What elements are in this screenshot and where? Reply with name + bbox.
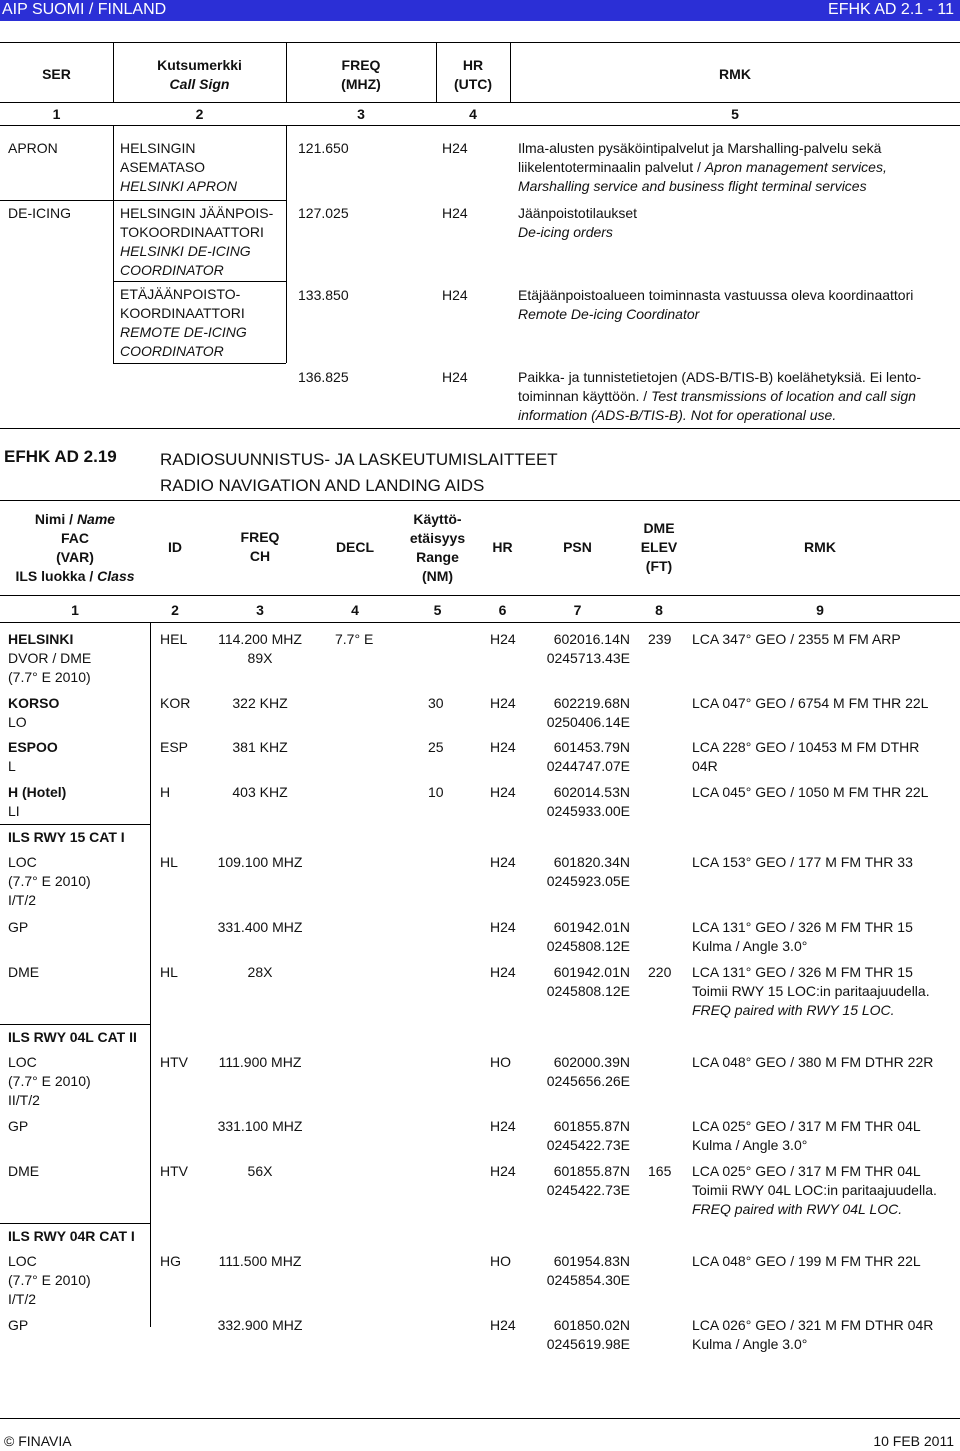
col-header-freq	[205, 528, 315, 566]
rmk-cell: LCA 026° GEO / 321 M FM DTHR 04R	[692, 1317, 934, 1333]
hr-cell: H24	[490, 631, 516, 647]
id-cell: HL	[160, 964, 178, 980]
psn-cell: 601942.01N	[553, 919, 630, 935]
name-sub: (7.7° E 2010)	[8, 1073, 91, 1089]
range-cell: 30	[428, 695, 444, 711]
rmk-cell: LCA 347° GEO / 2355 M FM ARP	[692, 631, 901, 647]
rmk-text-en: Test transmissions of location and call sign information (ADS-B/TIS-B). Not for operational use.	[518, 388, 916, 423]
freq-cell: 114.200 MHZ	[218, 631, 302, 647]
col-header-id: ID	[168, 539, 182, 555]
name-sub: LI	[8, 803, 20, 819]
psn-cell: 601453.79N	[553, 739, 630, 755]
name-header: Nimi /	[34, 511, 77, 527]
var-header: (VAR)	[56, 549, 94, 565]
group-label: ILS RWY 15 CAT I	[8, 829, 125, 845]
hr-cell: H24	[490, 1163, 516, 1179]
name-cell: LOC	[8, 1253, 37, 1269]
divider	[0, 1024, 150, 1025]
rmk-cell	[518, 204, 958, 242]
col-number: 3	[357, 106, 365, 122]
psn-cell: 0250406.14E	[546, 714, 630, 730]
callsign-line: HELSINGIN	[120, 140, 196, 156]
footer-left: © FINAVIA	[4, 1433, 72, 1449]
callsign-cell	[120, 139, 280, 196]
freq-cell: 121.650	[298, 140, 349, 156]
psn-cell: 0245619.98E	[546, 1336, 630, 1352]
freq-cell: 111.500 MHZ	[218, 1253, 302, 1269]
col-header-elev	[628, 519, 690, 576]
psn-cell: 0244747.07E	[546, 758, 630, 774]
rmk-cell: LCA 228° GEO / 10453 M FM DTHR	[692, 739, 920, 755]
col-number: 2	[195, 106, 204, 122]
psn-cell: 0245923.05E	[546, 873, 630, 889]
id-cell: KOR	[160, 695, 191, 711]
col-header-hr: HR	[492, 539, 513, 555]
freq-cell: 28X	[247, 964, 273, 980]
col-number: 4	[351, 602, 359, 618]
ser-cell: APRON	[8, 140, 58, 156]
freq-cell: 111.900 MHZ	[218, 1054, 302, 1070]
elev-header: DME	[643, 520, 675, 536]
name-cell: KORSO	[8, 695, 60, 711]
col-header-rmk: RMK	[804, 539, 836, 555]
rmk-cell: LCA 131° GEO / 326 M FM THR 15	[692, 919, 913, 935]
freq-cell: 109.100 MHZ	[217, 854, 303, 870]
psn-cell: 0245808.12E	[546, 983, 630, 999]
psn-cell: 602016.14N	[553, 631, 630, 647]
col-number: 5	[731, 106, 739, 122]
hr-cell: H24	[490, 1317, 516, 1333]
hr-cell: H24	[490, 784, 516, 800]
header-left: AIP SUOMI / FINLAND	[2, 1, 167, 18]
col-header-decl: DECL	[335, 539, 375, 555]
elev-header: ELEV	[640, 539, 678, 555]
name-sub: (7.7° E 2010)	[8, 669, 91, 685]
col-header-callsign	[113, 56, 286, 94]
psn-cell: 602219.68N	[553, 695, 630, 711]
hr-cell: HO	[490, 1253, 511, 1269]
freq-cell: 133.850	[298, 287, 349, 303]
rmk-cell: LCA 153° GEO / 177 M FM THR 33	[692, 854, 913, 870]
col-header-ser: SER	[42, 66, 71, 82]
divider	[150, 622, 151, 1327]
col-number: 8	[655, 602, 663, 618]
name-cell: LOC	[8, 1054, 37, 1070]
rmk-cell	[518, 139, 958, 196]
section-id: EFHK AD 2.19	[4, 447, 117, 466]
psn-cell: 602014.53N	[553, 784, 630, 800]
divider	[0, 622, 960, 623]
psn-cell: 601820.34N	[553, 854, 630, 870]
freq-cell: 403 KHZ	[232, 784, 288, 800]
hr-cell: H24	[442, 369, 468, 385]
elev-cell: 165	[648, 1163, 672, 1179]
freq-cell: 136.825	[298, 369, 349, 385]
divider	[0, 200, 286, 201]
rmk-cell: 04R	[692, 758, 718, 774]
freq-cell: 332.900 MHZ	[217, 1317, 303, 1333]
name-cell: GP	[8, 919, 29, 935]
psn-cell: 0245808.12E	[546, 938, 630, 954]
freq-unit-label: (MHZ)	[341, 76, 381, 92]
hr-cell: H24	[490, 739, 516, 755]
name-cell: H (Hotel)	[8, 784, 67, 800]
freq-cell: 89X	[247, 650, 273, 666]
id-cell: HTV	[160, 1054, 188, 1070]
rmk-cell: Kulma / Angle 3.0°	[692, 1137, 808, 1153]
rmk-cell: LCA 048° GEO / 199 M FM THR 22L	[692, 1253, 921, 1269]
hr-cell: H24	[442, 205, 468, 221]
psn-cell: 601942.01N	[553, 964, 630, 980]
name-cell: ESPOO	[8, 739, 58, 755]
col-header-name	[0, 510, 150, 586]
hr-cell: H24	[490, 695, 516, 711]
rmk-text-en: De-icing orders	[518, 224, 613, 240]
id-cell: ESP	[160, 739, 189, 755]
psn-cell: 601855.87N	[553, 1118, 630, 1134]
divider	[0, 824, 150, 825]
callsign-cell	[120, 204, 280, 280]
section-title-fi: RADIOSUUNNISTUS- JA LASKEUTUMISLAITTEET	[160, 450, 558, 469]
divider	[0, 102, 960, 103]
name-cell: HELSINKI	[8, 631, 74, 647]
callsign-line: ASEMATASO	[120, 159, 206, 175]
col-number: 4	[469, 106, 477, 122]
divider	[113, 125, 114, 363]
divider	[0, 1418, 960, 1419]
divider	[113, 363, 286, 364]
psn-cell: 602000.39N	[553, 1054, 630, 1070]
col-header-range	[395, 510, 480, 586]
col-number: 2	[171, 602, 179, 618]
elev-cell: 220	[648, 964, 672, 980]
callsign-fi-label: Kutsumerkki	[157, 57, 242, 73]
freq-cell: 322 KHZ	[232, 695, 288, 711]
rmk-cell: Toimii RWY 15 LOC:in paritaajuudella.	[692, 983, 930, 999]
rmk-text: Jäänpoistotilaukset	[518, 205, 638, 221]
elev-unit-header: (FT)	[645, 558, 673, 574]
psn-cell: 601954.83N	[553, 1253, 630, 1269]
name-sub: I/T/2	[8, 1291, 37, 1307]
col-header-rmk: RMK	[719, 66, 751, 82]
rmk-text: Etäjäänpoistoalueen toiminnasta vastuussa oleva koordinaattori	[518, 287, 914, 303]
hr-cell: H24	[490, 1118, 516, 1134]
name-sub: DVOR / DME	[8, 650, 92, 666]
divider	[0, 1223, 150, 1224]
col-number: 9	[816, 602, 824, 618]
hr-cell: HO	[490, 1054, 511, 1070]
name-cell: GP	[8, 1118, 29, 1134]
footer-right: 10 FEB 2011	[873, 1433, 954, 1449]
rmk-text-en: Apron management services, Marshalling service and business flight terminal services	[518, 159, 887, 194]
freq-cell: 127.025	[298, 205, 349, 221]
hr-cell: H24	[490, 919, 516, 935]
divider	[0, 42, 960, 43]
psn-cell: 0245422.73E	[546, 1182, 630, 1198]
rmk-cell	[518, 286, 958, 324]
ch-header: CH	[249, 548, 271, 564]
group-label: ILS RWY 04L CAT II	[8, 1029, 137, 1045]
col-number: 6	[498, 602, 507, 618]
col-number: 3	[256, 602, 264, 618]
psn-cell: 0245854.30E	[546, 1272, 630, 1288]
name-cell: DME	[8, 1163, 40, 1179]
class-header-en: Class	[97, 568, 135, 584]
section-title-en: RADIO NAVIGATION AND LANDING AIDS	[160, 476, 485, 495]
rmk-cell-en: FREQ paired with RWY 15 LOC.	[692, 1002, 895, 1018]
range-cell: 25	[428, 739, 444, 755]
name-sub: LO	[8, 714, 27, 730]
divider	[0, 595, 960, 596]
hr-cell: H24	[490, 854, 516, 870]
rmk-cell-en: FREQ paired with RWY 04L LOC.	[692, 1201, 903, 1217]
psn-cell: 0245933.00E	[546, 803, 630, 819]
divider	[113, 281, 286, 282]
freq-label: FREQ	[341, 57, 381, 73]
psn-cell: 601855.87N	[553, 1163, 630, 1179]
rmk-text-en: Remote De-icing Coordinator	[518, 306, 700, 322]
callsign-line: ETÄJÄÄNPOISTO-	[120, 286, 241, 302]
id-cell: H	[160, 784, 171, 800]
section-title	[160, 447, 558, 499]
psn-cell: 0245422.73E	[546, 1137, 630, 1153]
range-header: etäisyys	[409, 530, 466, 546]
col-number: 7	[573, 602, 582, 618]
range-header: Käyttö-	[413, 511, 462, 527]
hr-cell: H24	[442, 140, 468, 156]
psn-cell: 0245713.43E	[546, 650, 630, 666]
name-sub: (7.7° E 2010)	[8, 1272, 91, 1288]
hr-unit-label: (UTC)	[453, 76, 493, 92]
divider	[0, 125, 960, 126]
rmk-cell: LCA 047° GEO / 6754 M FM THR 22L	[692, 695, 929, 711]
id-cell: HEL	[160, 631, 188, 647]
hr-cell: H24	[442, 287, 468, 303]
divider	[286, 125, 287, 363]
name-sub: I/T/2	[8, 892, 37, 908]
callsign-line: KOORDINAATTORI	[120, 305, 245, 321]
freq-header: FREQ	[240, 529, 280, 545]
callsign-en-label: Call Sign	[169, 76, 230, 92]
col-number: 1	[52, 106, 61, 122]
name-sub: L	[8, 758, 16, 774]
callsign-line: TOKOORDINAATTORI	[120, 224, 264, 240]
rmk-cell: LCA 048° GEO / 380 M FM DTHR 22R	[692, 1054, 934, 1070]
range-header-en: Range	[416, 549, 459, 565]
col-header-freq	[286, 56, 436, 94]
id-cell: HG	[160, 1253, 181, 1269]
rmk-cell: Toimii RWY 04L LOC:in paritaajuudella.	[692, 1182, 937, 1198]
callsign-en: HELSINKI DE-ICING COORDINATOR	[120, 243, 251, 278]
name-sub: (7.7° E 2010)	[8, 873, 91, 889]
elev-cell: 239	[648, 631, 672, 647]
freq-cell: 381 KHZ	[232, 739, 288, 755]
page-header	[0, 0, 960, 21]
name-sub: II/T/2	[8, 1092, 40, 1108]
rmk-cell: Kulma / Angle 3.0°	[692, 1336, 808, 1352]
psn-cell: 0245656.26E	[546, 1073, 630, 1089]
rmk-cell: LCA 045° GEO / 1050 M FM THR 22L	[692, 784, 929, 800]
class-header: ILS luokka /	[15, 568, 98, 584]
rmk-cell: LCA 025° GEO / 317 M FM THR 04L	[692, 1163, 921, 1179]
group-label: ILS RWY 04R CAT I	[8, 1228, 135, 1244]
name-header-en: Name	[76, 511, 116, 527]
col-number: 1	[71, 602, 79, 618]
hr-cell: H24	[490, 964, 516, 980]
rmk-text: Ilma-alusten pysäköintipalvelut ja Marshalling-palvelu sekä liikelentoterminaalin palvelut /	[518, 140, 882, 175]
hr-label: HR	[462, 57, 484, 73]
col-header-psn: PSN	[563, 539, 592, 555]
id-cell: HTV	[160, 1163, 188, 1179]
name-cell: GP	[8, 1317, 29, 1333]
callsign-en: REMOTE DE-ICING COORDINATOR	[120, 324, 247, 359]
id-cell: HL	[160, 854, 178, 870]
rmk-cell: LCA 025° GEO / 317 M FM THR 04L	[692, 1118, 921, 1134]
col-number: 5	[433, 602, 442, 618]
fac-header: FAC	[61, 530, 89, 546]
header-right: EFHK AD 2.1 - 11	[828, 1, 954, 18]
rmk-cell	[518, 368, 956, 425]
freq-cell: 331.400 MHZ	[217, 919, 303, 935]
range-cell: 10	[428, 784, 444, 800]
col-header-hr	[436, 56, 510, 94]
freq-cell: 331.100 MHZ	[217, 1118, 303, 1134]
psn-cell: 601850.02N	[553, 1317, 630, 1333]
rmk-cell: LCA 131° GEO / 326 M FM THR 15	[692, 964, 913, 980]
range-unit-header: (NM)	[421, 568, 454, 584]
freq-cell: 56X	[247, 1163, 273, 1179]
name-cell: LOC	[8, 854, 37, 870]
name-cell: DME	[8, 964, 40, 980]
rmk-cell: Kulma / Angle 3.0°	[692, 938, 808, 954]
rmk-text: Paikka- ja tunnistetietojen (ADS-B/TIS-B) koelähetyksiä. Ei lento-toiminnan käyttöön. /	[518, 369, 922, 404]
ser-cell: DE-ICING	[8, 205, 71, 221]
callsign-line: HELSINGIN JÄÄNPOIS-	[120, 205, 274, 221]
callsign-en: HELSINKI APRON	[120, 178, 237, 194]
divider	[0, 428, 960, 429]
callsign-cell	[120, 285, 280, 361]
divider	[0, 500, 960, 501]
decl-cell: 7.7° E	[335, 631, 374, 647]
